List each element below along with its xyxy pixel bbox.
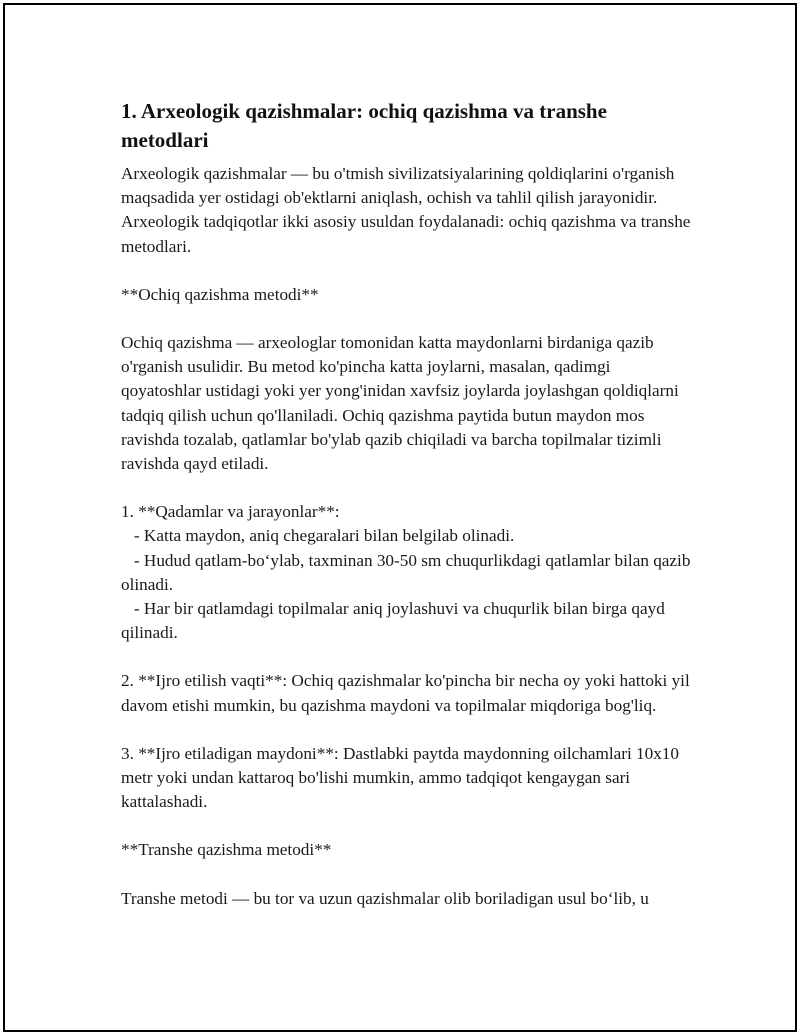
page-frame [3, 3, 797, 1032]
document-body [121, 97, 695, 911]
list-item-ijro-maydoni: 3. **Ijro etiladigan maydoni**: Dastlabki paytda maydonning oilchamlari 10x10 metr yoki undan kattaroq bo'lishi mumkin, ammo tadqiqot kengaygan sari kattalashadi. [121, 743, 684, 812]
heading-transhe-qazishma: **Transhe qazishma metodi** [121, 840, 332, 860]
paragraph-transhe: Transhe metodi — bu tor va uzun qazishmalar olib boriladigan usul bo‘lib, u [121, 888, 649, 908]
list-item-qadamlar: 1. **Qadamlar va jarayonlar**: - Katta maydon, aniq chegaralari bilan belgilab olinadi. - Hudud qatlam-bo‘ylab, taxminan 30-50 sm chuqurlikdagi qatlamlar bilan qazib olinadi. - Har bir qatlamdagi topilmalar aniq joylashuvi va chuqurlik bilan birga qayd qilinadi. [121, 502, 691, 643]
document-title: 1. Arxeologik qazishmalar: ochiq qazishma va transhe metodlari [121, 99, 607, 152]
list-item-ijro-vaqti: 2. **Ijro etilish vaqti**: Ochiq qazishmalar ko'pincha bir necha oy yoki hattoki yil davom etishi mumkin, bu qazishma maydoni va topilmalar miqdoriga bog'liq. [121, 671, 695, 715]
heading-ochiq-qazishma: **Ochiq qazishma metodi** [121, 284, 319, 304]
paragraph-ochiq-qazishma: Ochiq qazishma — arxeologlar tomonidan katta maydonlarni birdaniga qazib o'rganish usulidir. Bu metod ko'pincha katta joylarni, masalan, qadimgi qoyatoshlar ustidagi yoki yer yong'inidan xavfsiz joylarda joylashgan qoldiqlarni tadqiq qilish uchun qo'llaniladi. Ochiq qazishma paytida butun maydon mos ravishda tozalab, qatlamlar bo'ylab qazib chiqiladi va barcha topilmalar tizimli ravishda qayd etiladi. [121, 333, 684, 474]
paragraph-intro: Arxeologik qazishmalar — bu o'tmish sivilizatsiyalarining qoldiqlarini o'rganish maqsadida yer ostidagi ob'ektlarni aniqlash, ochish va tahlil qilish jarayonidir. Arxeologik tadqiqotlar ikki asosiy usuldan foydalanadi: ochiq qazishma va transhe metodlari. [121, 164, 695, 256]
